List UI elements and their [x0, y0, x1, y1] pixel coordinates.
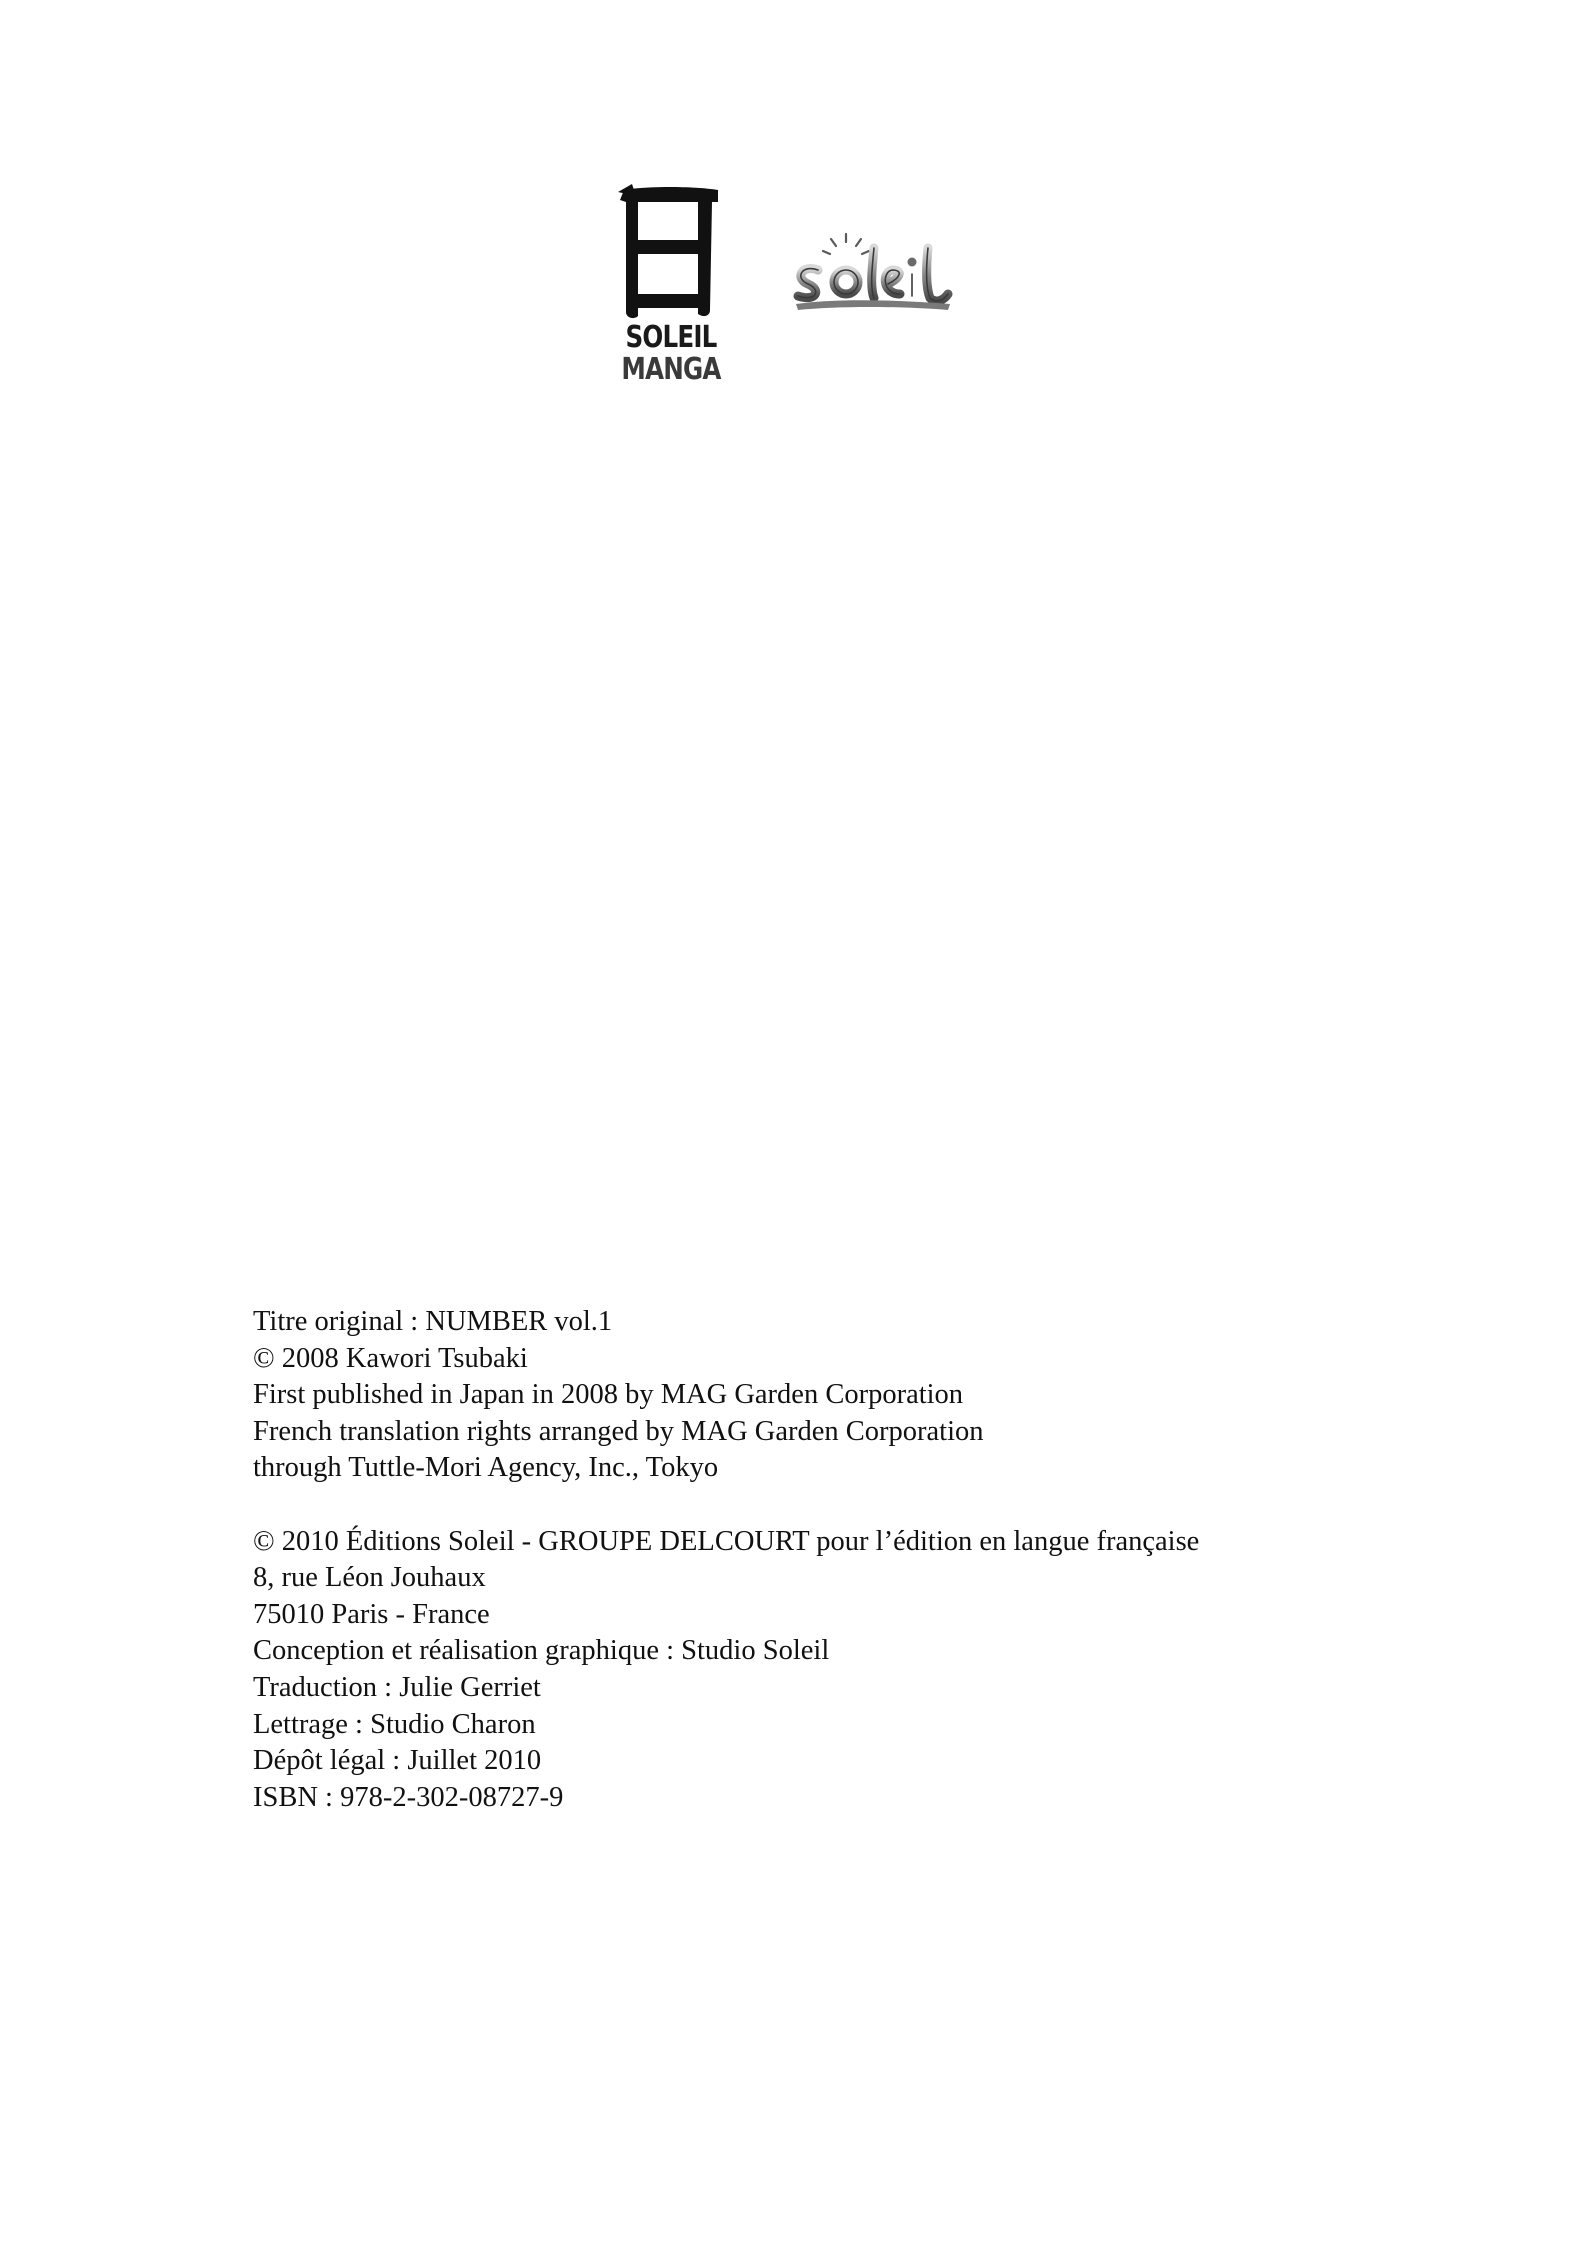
sun-kanji-icon	[614, 182, 726, 322]
publisher-logos	[600, 178, 980, 398]
colophon-credits	[253, 1304, 1403, 1816]
credit-agency: through Tuttle-Mori Agency, Inc., Tokyo	[253, 1452, 719, 1484]
credit-author-copyright: © 2008 Kawori Tsubaki	[253, 1342, 528, 1374]
credit-original-title: Titre original : NUMBER vol.1	[253, 1306, 613, 1337]
soleil-manga-line2: MANGA	[621, 352, 721, 387]
soleil-manga-wordmark	[619, 322, 722, 386]
soleil-script-logo	[788, 228, 958, 318]
credit-translation-rights: French translation rights arranged by MAG Garden Corporation	[253, 1415, 984, 1447]
credit-address-street: 8, rue Léon Jouhaux	[253, 1562, 486, 1594]
credit-lettering: Lettrage : Studio Charon	[253, 1708, 536, 1740]
credit-translator: Traduction : Julie Gerriet	[253, 1671, 541, 1703]
paragraph-gap	[253, 1487, 1403, 1524]
credit-first-published: First published in Japan in 2008 by MAG Garden Corporation	[253, 1379, 964, 1411]
credit-legal-deposit: Dépôt légal : Juillet 2010	[253, 1745, 542, 1777]
credit-address-city: 75010 Paris - France	[253, 1598, 490, 1630]
soleil-manga-line1: SOLEIL	[625, 320, 717, 355]
credit-edition-copyright: © 2010 Éditions Soleil - GROUPE DELCOURT pour l’édition en langue française	[253, 1525, 1200, 1557]
soleil-manga-logo	[608, 178, 728, 393]
credit-isbn: ISBN : 978-2-302-08727-9	[253, 1781, 564, 1813]
credit-graphic-design: Conception et réalisation graphique : Studio Soleil	[253, 1635, 830, 1667]
